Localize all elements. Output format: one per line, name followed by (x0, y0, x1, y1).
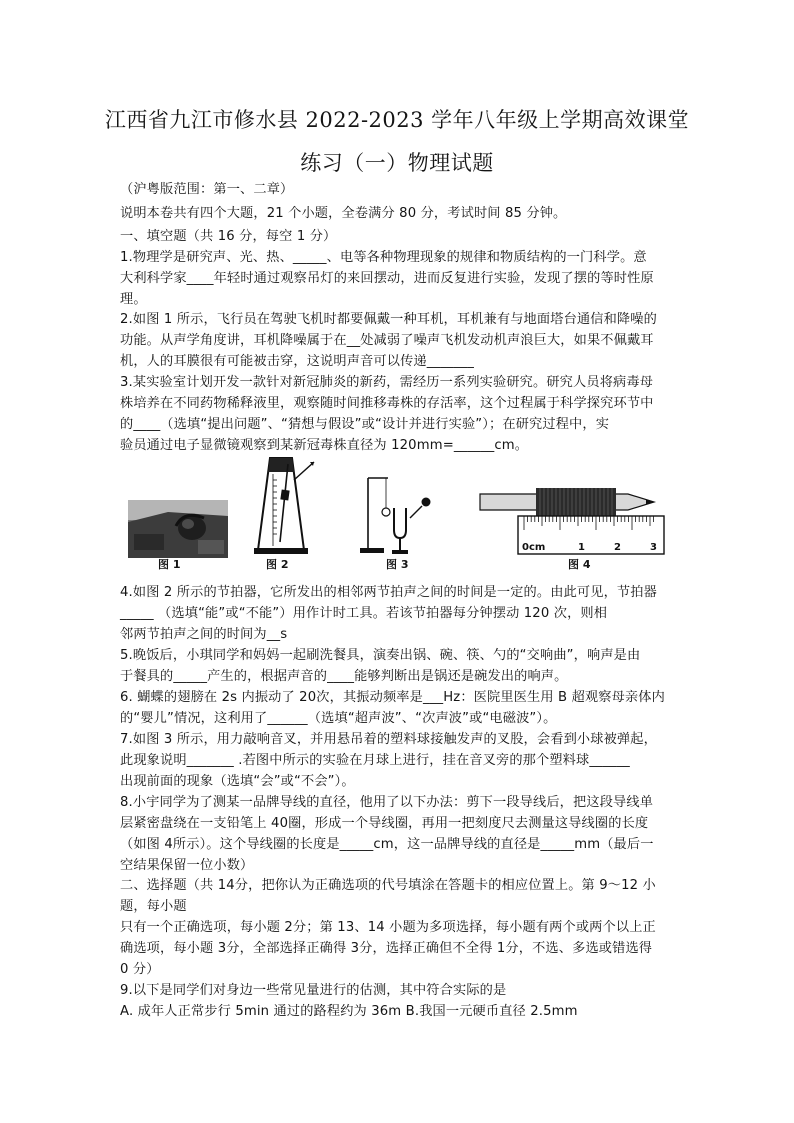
text-line-24: 8.小宇同学为了测某一品牌导线的直径，他用了以下办法：剪下一段导线后，把这段导线单 (120, 795, 654, 810)
exam-title-line-2: 练习（一）物理试题 (300, 151, 494, 175)
text-line-6: 理。 (120, 292, 147, 307)
text-line-1: （沪粤版范围：第一、二章） (120, 182, 294, 197)
text-line-33: 9.以下是同学们对身边一些常见量进行的估测，其中符合实际的是 (120, 983, 507, 998)
figure-2-caption: 图 2 (266, 558, 289, 571)
tuning-fork-drawing (358, 468, 448, 556)
text-line-23: 出现前面的现象（选填“会”或“不会”）。 (120, 774, 355, 789)
figure-3-caption: 图 3 (386, 558, 409, 571)
text-line-2: 说明本卷共有四个大题，21 个小题，全卷满分 80 分，考试时间 85 分钟。 (120, 206, 567, 221)
metronome-drawing (240, 450, 320, 556)
text-line-3: 一、填空题（共 16 分，每空 1 分） (120, 229, 337, 244)
text-line-34: A. 成年人正常步行 5min 通过的路程约为 36m B.我国一元硬币直径 2.5mm (120, 1004, 578, 1019)
pilot-cockpit-image (128, 500, 228, 558)
text-line-17: 5.晚饭后，小琪同学和妈妈一起刷洗餐具，演奏出锅、碗、筷、勺的“交响曲”，响声是由 (120, 648, 641, 663)
text-line-7: 2.如图 1 所示，飞行员在驾驶飞机时都要佩戴一种耳机，耳机兼有与地面塔台通信和降噪的 (120, 312, 657, 327)
text-line-16: 邻两节拍声之间的时间为__s (120, 627, 288, 642)
ruler-label-2: 2 (614, 542, 621, 553)
text-line-22: 此现象说明_______ .若图中所示的实验在月球上进行，挂在音叉旁的那个塑料球______ (120, 753, 630, 768)
ruler-coil-drawing (478, 480, 668, 556)
text-line-12: 的____（选填“提出问题”、“猜想与假设”或“设计并进行实验”）；在研究过程中，实 (120, 417, 610, 432)
text-line-11: 株培养在不同药物稀释液里，观察随时间推移毒株的存活率，这个过程属于科学探究环节中 (120, 396, 654, 411)
text-line-31: 确选项，每小题 3分，全部选择正确得 3分，选择正确但不全得 1分，不选、多选或错选得 (120, 941, 653, 956)
figure-4-caption: 图 4 (568, 558, 591, 571)
text-line-15: _____ （选填“能”或“不能”）用作计时工具。若该节拍器每分钟摆动 120 次，则相 (120, 606, 608, 621)
text-line-9: 机，人的耳膜很有可能被击穿，这说明声音可以传递_______ (120, 354, 474, 369)
figure-1-pilot-photo (128, 500, 228, 558)
text-line-27: 空结果保留一位小数） (120, 858, 254, 873)
figure-4-ruler-coil (478, 480, 668, 556)
text-line-14: 4.如图 2 所示的节拍器，它所发出的相邻两节拍声之间的时间是一定的。由此可见，节拍器 (120, 585, 657, 600)
text-line-8: 功能。从声学角度讲，耳机降噪属于在__处减弱了噪声飞机发动机声浪巨大，如果不佩戴耳 (120, 333, 654, 348)
exam-title-line-1: 江西省九江市修水县 2022-2023 学年八年级上学期高效课堂 (104, 108, 690, 132)
text-line-10: 3.某实验室计划开发一款针对新冠肺炎的新药，需经历一系列实验研究。研究人员将病毒母 (120, 375, 654, 390)
text-line-25: 层紧密盘绕在一支铅笔上 40圈，形成一个导线圈，再用一把刻度尺去测量这导线圈的长度 (120, 816, 649, 831)
text-line-21: 7.如图 3 所示，用力敲响音叉，并用悬吊着的塑料球接触发声的叉股，会看到小球被弹起， (120, 732, 657, 747)
text-line-4: 1.物理学是研究声、光、热、_____、电等各种物理现象的规律和物质结构的一门科学。意 (120, 250, 647, 265)
text-line-5: 大利科学家____年轻时通过观察吊灯的来回摆动，进而反复进行实验，发现了摆的等时性原 (120, 271, 654, 286)
text-line-32: 0 分） (120, 962, 160, 977)
figure-1-caption: 图 1 (158, 558, 181, 571)
text-line-30: 只有一个正确选项，每小题 2分；第 13、14 小题为多项选择，每小题有两个或两个以上正 (120, 920, 656, 935)
text-line-18: 于餐具的_____产生的，根据声音的____能够判断出是锅还是碗发出的响声。 (120, 669, 568, 684)
ruler-label-0: 0cm (522, 542, 546, 553)
text-line-28: 二、选择题（共 14分，把你认为正确选项的代号填涂在答题卡的相应位置上。第 9～12 小 (120, 878, 656, 893)
figure-row (128, 450, 668, 572)
text-line-19: 6. 蝴蝶的翅膀在 2s 内振动了 20次，其振动频率是___Hz：医院里医生用 B 超观察母亲体内 (120, 690, 665, 705)
text-line-13: 验员通过电子显微镜观察到某新冠毒株直径为 120mm=______cm。 (120, 438, 529, 453)
ruler-label-3: 3 (650, 542, 657, 553)
ruler-label-1: 1 (578, 542, 585, 553)
text-line-26: （如图 4所示）。这个导线圈的长度是_____cm，这一品牌导线的直径是_____mm（最后一 (120, 837, 654, 852)
figure-3-tuning-fork (358, 468, 448, 556)
text-line-20: 的“婴儿”情况，这利用了______（选填“超声波”、“次声波”或“电磁波”）。 (120, 711, 557, 726)
figure-2-metronome (240, 450, 320, 556)
text-line-29: 题，每小题 (120, 899, 187, 914)
